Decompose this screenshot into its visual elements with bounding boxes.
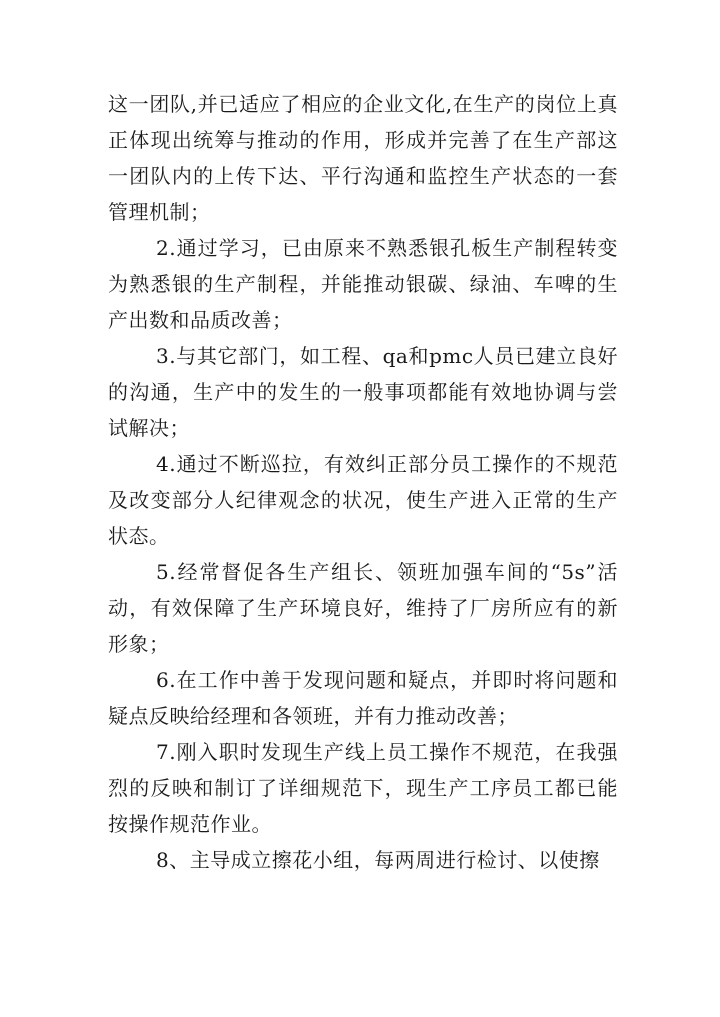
paragraph-item-7: 7.刚入职时发现生产线上员工操作不规范，在我强烈的反映和制订了详细规范下，现生产工序员工都已能按操作规范作业。 [108,740,618,836]
paragraph-item-6: 6.在工作中善于发现问题和疑点，并即时将问题和疑点反映给经理和各领班，并有力推动改善； [108,668,618,728]
paragraph-item-3: 3.与其它部门，如工程、qa和pmc人员已建立良好的沟通，生产中的发生的一般事项都能有效地协调与尝试解决； [108,344,618,440]
paragraph-continuation: 这一团队,并已适应了相应的企业文化,在生产的岗位上真正体现出统筹与推动的作用，形成并完善了在生产部这一团队内的上传下达、平行沟通和监控生产状态的一套管理机制； [108,92,618,224]
paragraph-item-8: 8、主导成立擦花小组，每两周进行检讨、以使擦 [156,848,600,872]
document-body [108,86,618,878]
paragraph-item-4: 4.通过不断巡拉，有效纠正部分员工操作的不规范及改变部分人纪律观念的状况，使生产进入正常的生产状态。 [108,452,618,548]
paragraph-item-5: 5.经常督促各生产组长、领班加强车间的“5s”活动，有效保障了生产环境良好，维持了厂房所应有的新形象； [108,560,618,656]
paragraph-item-2: 2.通过学习，已由原来不熟悉银孔板生产制程转变为熟悉银的生产制程，并能推动银碳、绿油、车啤的生产出数和品质改善； [108,236,618,332]
